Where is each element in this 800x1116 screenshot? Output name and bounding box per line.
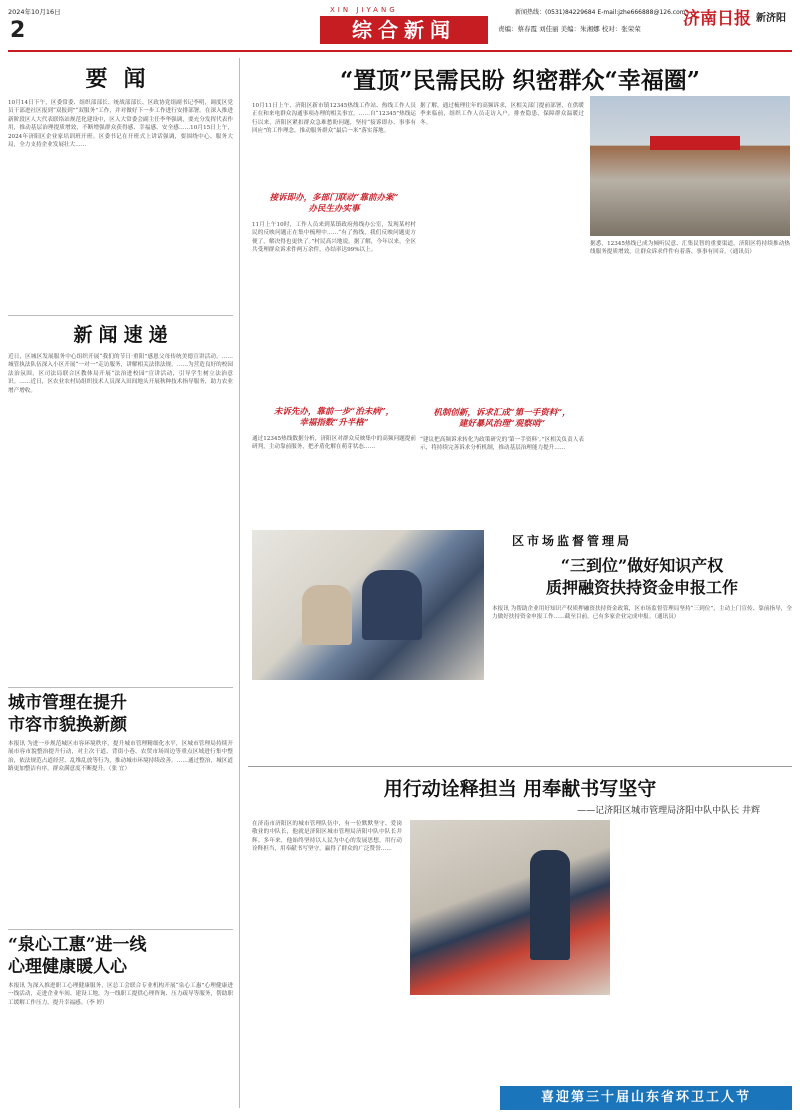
photo-officer-shape (362, 570, 422, 640)
lead-col-2 (420, 102, 584, 522)
feature-body-right (618, 820, 792, 1075)
lead-headline: “置顶”民需民盼 织密群众“幸福圈” (340, 67, 700, 94)
lead-subhead-2: 未诉先办，靠前一步“治未病”， 幸福指数“升半格” (273, 407, 395, 428)
pinyin-title: XIN JIYANG (330, 6, 398, 14)
masthead-rule (8, 50, 792, 52)
market-kicker: 区市场监督管理局 (512, 534, 633, 548)
lead-subhead-1: 接诉即办，多部门联动“靠前办案” 办民生办实事 (269, 193, 399, 214)
newspaper-logo-sub: 新济阳 (756, 13, 786, 24)
lead-body-2: 通过12345热线数据分析，济阳区对群众反映集中的高频问题提前研判，主动靠前服务，把矛盾化解在萌芽状态…… (252, 436, 416, 451)
left-column (8, 58, 240, 1108)
issue-date: 2024年10月16日 (8, 8, 61, 16)
news-flash-heading: 新闻速递 (73, 324, 174, 346)
photo-sign-shape (650, 136, 740, 150)
divider (8, 315, 233, 316)
spring-text: 本报讯 为深入推进职工心理健康服务，区总工会联合专业机构开展“泉心工惠”心理健康进一线活动，走进企业车间、建设工地，为一线职工提供心理咨询、压力疏导等服务，帮助职工缓解工作压力，提升幸福感。（李 婷） (8, 983, 233, 1006)
divider (8, 687, 233, 688)
feature-col-1 (252, 820, 402, 1080)
yaowen-heading: 要闻 (85, 66, 162, 92)
page-number: 2 (10, 18, 26, 43)
feature-headline: 用行动诠释担当 用奉献书写坚守 (383, 778, 657, 800)
editors-line: 责编：蔡春霞 刘佳丽 美编：朱湘娜 校对：张荣荣 (498, 25, 641, 33)
feature-photo (410, 820, 610, 995)
lead-body-1: 11月上午10时，工作人员来到某镇政府热线办公室，发现某村村民的反映问题正在集中梳理中……“有了热线，我们反映问题更方便了，解决得也更快了。”村民高兴地说。据了解，今年以来，全区共受理群众诉求件两万余件，办结率达99%以上。 (252, 222, 416, 254)
lead-body-3: “建议把高频诉求转化为政策研究的‘第一手资料’。”区相关负责人表示，将持续完善诉求分析机制，推动基层治理能力提升…… (420, 437, 584, 452)
market-photo-officers (252, 530, 484, 680)
lead-right-body: 据了解，通过梳理往年的高频诉求，区相关部门提前部署，在供暖季来临前，组织工作人员走访入户，排查隐患，保障群众温暖过冬。 (420, 103, 584, 126)
contact-info: 新闻热线：(0531)84229684 E-mail:jzhe666888@126.com (515, 9, 686, 16)
yaowen-text: 10月14日下午，区委常委、组织部部长、统战部部长、区政协党组副书记李明，调度区党员干部进社区报到“双报到”“双服务”工作，并对做好下一步工作进行安排部署。在深入推进新阶段区人大代表联络站规范化建设中，区人大常委会副主任李华强调，要充分发挥代表作用，推动基层治理提质增效，不断增强群众获得感、幸福感、安全感……10月15日上午，2024年济阳区企业家培训班开班。区委书记在开班式上讲话强调，要围绕中心、服务大局，全力支持企业发展壮大…… (8, 100, 233, 149)
feature-col-3 (618, 820, 792, 1080)
section-divider (248, 766, 792, 767)
masthead (0, 0, 800, 52)
bottom-banner: 喜迎第三十届山东省环卫工人节 (500, 1086, 792, 1110)
section-title: 综合新闻 (320, 16, 488, 44)
newspaper-logo: 济南日报 (683, 9, 751, 29)
lead-subhead-3: 机制创新，诉求汇成“第一手资料”， 建好暴风治理“观察哨” (433, 408, 571, 429)
market-headline: “三到位”做好知识产权 质押融资扶持资金申报工作 (545, 556, 738, 597)
feature-body: 在济南市济阳区的城市管理队伍中，有一位默默坚守、爱岗敬业的中队长，他就是济阳区城市管理局济阳中队中队长井辉。多年来，他始终坚持以人民为中心的发展思想，用行动诠释担当，用奉献书写坚守，赢得了群众的广泛赞誉…… (252, 821, 402, 853)
lead-col-1 (252, 102, 416, 522)
city-heading: 城市管理在提升 市容市貌换新颜 (8, 693, 127, 735)
photo-officer-shape (530, 850, 570, 960)
lead-intro: 10月11日上午，济阳区新市镇12345热线工作站、热线工作人员正在和来电群众沟通事项办理的相关事宜。……自“12345”热线运行以来，济阳区紧扣群众急难愁盼问题，坚持“接诉即办、事事有回应”的工作理念，推动服务群众“最后一米”落实落地。 (252, 103, 416, 135)
news-flash-text: 近日，区城区发展服务中心组织开展“我们的节日·重阳”感恩父母传统美德宣讲活动。……城管执法队伍深入小区开展“一对一”走访服务，讲解相关法律法规。……为营造良好的校园法治氛围，区司法局联合区教体局开展“法治进校园”宣讲活动，引导学生树立法治意识。……近日，区农业农村局组织技术人员深入田间地头开展秋种技术指导服务，助力农业增产增收。 (8, 354, 233, 394)
divider (8, 929, 233, 930)
feature-body-cont (410, 1000, 610, 1078)
market-body: 本报讯 为帮助企业用好知识产权质押融资扶持资金政策，区市场监督管理局坚持“三到位”，主动上门宣传、靠前指导，全力做好扶持资金申报工作……截至目前，已有多家企业完成申报。（通讯员） (492, 606, 792, 621)
photo-person-shape (302, 585, 352, 645)
lead-col-3 (590, 240, 790, 520)
feature-header (250, 774, 790, 814)
market-article (492, 532, 792, 760)
spring-heading: “泉心工惠”进一线 心理健康暖人心 (8, 935, 147, 977)
lead-far-right-body: 据悉，12345热线已成为倾听民意、汇集民智的重要渠道，济阳区将持续推动热线服务提质增效，让群众诉求件件有着落、事事有回音。（通讯员） (590, 241, 790, 256)
feature-subhead: ——记济阳区城市管理局济阳中队中队长 井辉 (577, 806, 760, 816)
lead-photo-village (590, 96, 790, 236)
city-text: 本报讯 为进一步规范城区市容环境秩序，提升城市管理精细化水平，区城市管理局持续开展市容市貌整治提升行动，对主次干道、背街小巷、农贸市场周边等重点区域进行集中整治，依法规范占道经营、乱堆乱放等行为，推动城市环境持续改善。……通过整治，城区道路更加整洁有序，群众满意度不断提升。（张 宜） (8, 741, 233, 773)
feature-col-2 (410, 1000, 610, 1080)
